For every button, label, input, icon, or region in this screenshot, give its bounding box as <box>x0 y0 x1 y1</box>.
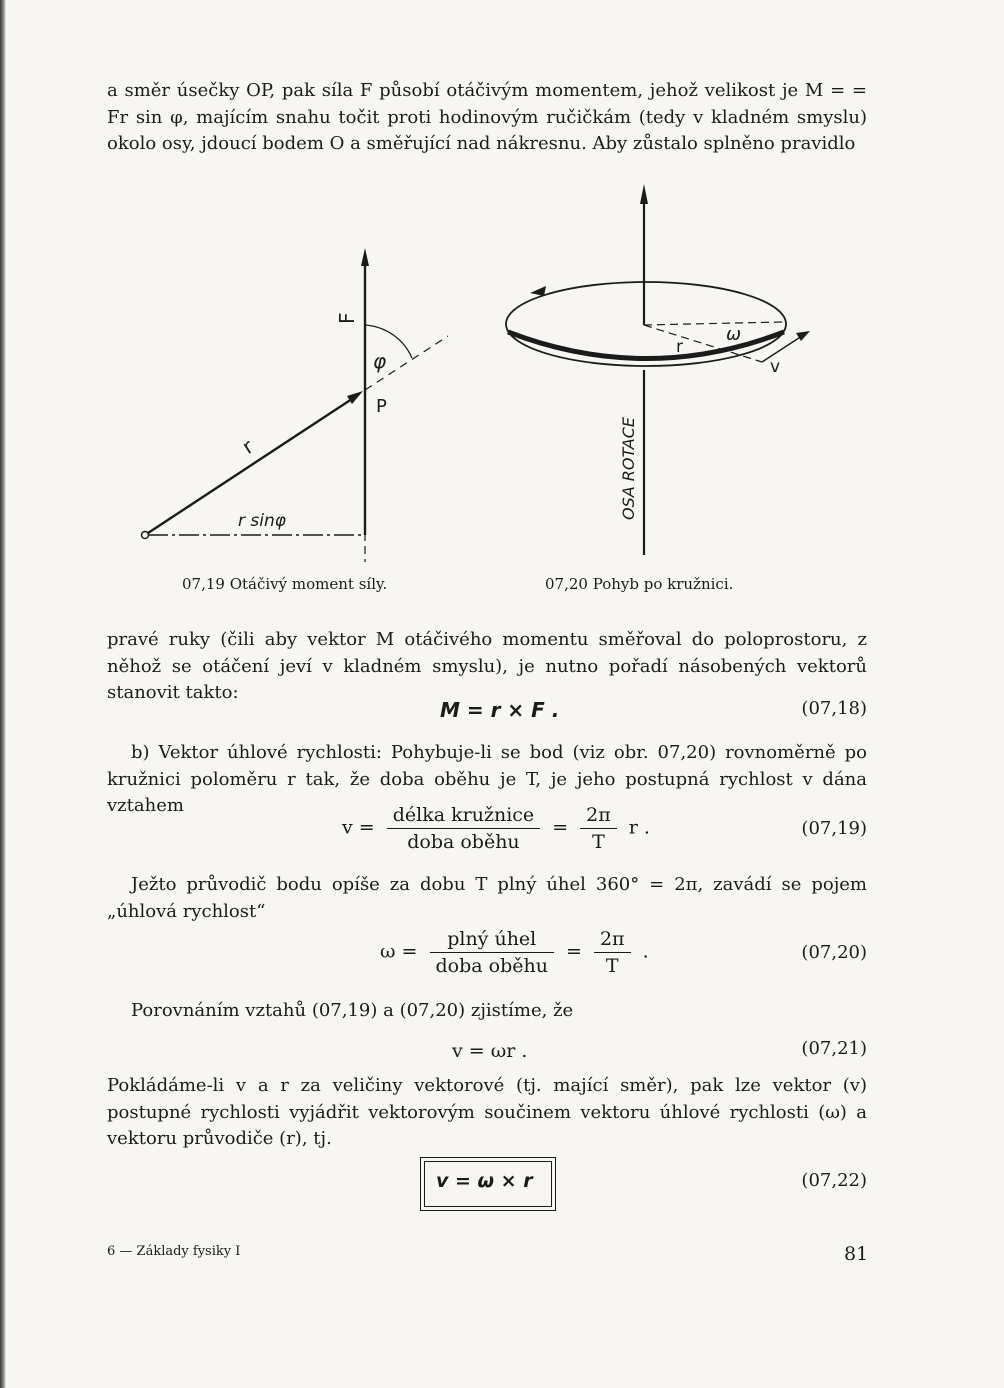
eq20-2pi: 2π <box>594 928 631 953</box>
point-label: P <box>376 396 387 417</box>
radius-dashed-horizontal <box>644 322 782 325</box>
eq19-numerator: délka kružnice <box>387 804 540 829</box>
figure-torque <box>130 240 460 570</box>
caption-fig-20: 07,20 Pohyb po kružnici. <box>545 575 734 593</box>
equation-number-07-21: (07,21) <box>801 1038 867 1059</box>
paragraph-1: a směr úsečky OP, pak síla F působí otáčivým momentem, jehož velikost je M = = Fr sin φ, majícím snahu točit proti hodinovým ručičkám (tedy v kladném smyslu) okolo osy, jdoucí bodem O a směřující nad nákresnu. Aby zůstalo splněno pravidlo <box>107 80 867 154</box>
eq19-2pi: 2π <box>580 804 617 829</box>
eq19-denominator: doba oběhu <box>407 831 520 853</box>
eq20-tail: . <box>642 940 649 963</box>
radius-label: r <box>237 434 258 459</box>
eq20-equals: = <box>566 940 582 963</box>
eq19-equals: = <box>552 816 569 839</box>
velocity-arrowhead <box>796 331 810 341</box>
eq20-numerator: plný úhel <box>430 928 554 953</box>
eq20-lhs: ω = <box>380 940 418 963</box>
eq19-T: T <box>592 831 605 853</box>
equation-number-07-22: (07,22) <box>801 1170 867 1191</box>
circular-path <box>506 282 786 366</box>
caption-fig-19: 07,19 Otáčivý moment síly. <box>182 575 388 593</box>
page-number: 81 <box>844 1243 869 1265</box>
paragraph-6: Pokládáme-li v a r za veličiny vektorové (tj. mající směr), pak lze vektor (v) postupné rychlosti vyjádřit vektorovým součinem vektoru úhlové rychlosti (ω) a vektoru průvodiče (r), tj. <box>107 1075 867 1149</box>
eq20-fraction-words <box>430 928 554 977</box>
eq20-denominator: doba oběhu <box>435 955 548 977</box>
direction-arrowhead <box>530 286 546 296</box>
paragraph-2: pravé ruky (čili aby vektor M otáčivého momentu směřoval do poloprostoru, z něhož se otáčení jeví v kladném smyslu), je nutno pořadí násobených vektorů stanovit takto: <box>107 629 867 703</box>
angle-label: φ <box>373 349 387 373</box>
paragraph-4: Ježto průvodič bodu opíše za dobu T plný úhel 360° = 2π, zavádí se pojem „úhlová rychlost“ <box>107 874 867 922</box>
equation-number-07-18: (07,18) <box>801 698 867 719</box>
eq20-T: T <box>605 955 619 977</box>
eq19-fraction-2pi <box>580 804 617 853</box>
paragraph-5: Porovnáním vztahů (07,19) a (07,20) zjistíme, že <box>131 1000 574 1021</box>
footer-book-title: 6 — Základy fysiky I <box>107 1244 241 1259</box>
velocity-label: v <box>770 357 781 377</box>
force-arrowhead <box>361 248 369 266</box>
axis-arrowhead <box>640 184 648 204</box>
eq19-fraction-words <box>387 804 540 853</box>
eq19-lhs: v = <box>342 816 375 839</box>
equation-number-07-20: (07,20) <box>801 942 867 963</box>
eq19-tail: r . <box>628 816 650 839</box>
equation-07-19 <box>342 804 650 853</box>
radius-label-20: r <box>676 337 683 357</box>
equation-07-22: v = ω × r <box>436 1170 533 1192</box>
equation-number-07-19: (07,19) <box>801 818 867 839</box>
equation-07-18: M = r × F . <box>440 698 560 722</box>
paragraph-3: b) Vektor úhlové rychlosti: Pohybuje-li se bod (viz obr. 07,20) rovnoměrně po kružnici poloměru r tak, že doba oběhu je T, je jeho postupná rychlost v dána vztahem <box>107 742 867 816</box>
omega-label: ω <box>726 324 742 345</box>
equation-07-20 <box>380 928 649 977</box>
force-label: F <box>335 312 359 324</box>
equation-07-21: v = ωr . <box>452 1040 528 1062</box>
scan-edge <box>0 0 6 1388</box>
eq20-fraction-2pi <box>594 928 631 977</box>
axis-label: OSA ROTACE <box>619 416 638 520</box>
figure-circular-motion <box>500 180 820 570</box>
r-sin-label: r sinφ <box>238 511 286 531</box>
origin-point <box>142 532 149 539</box>
